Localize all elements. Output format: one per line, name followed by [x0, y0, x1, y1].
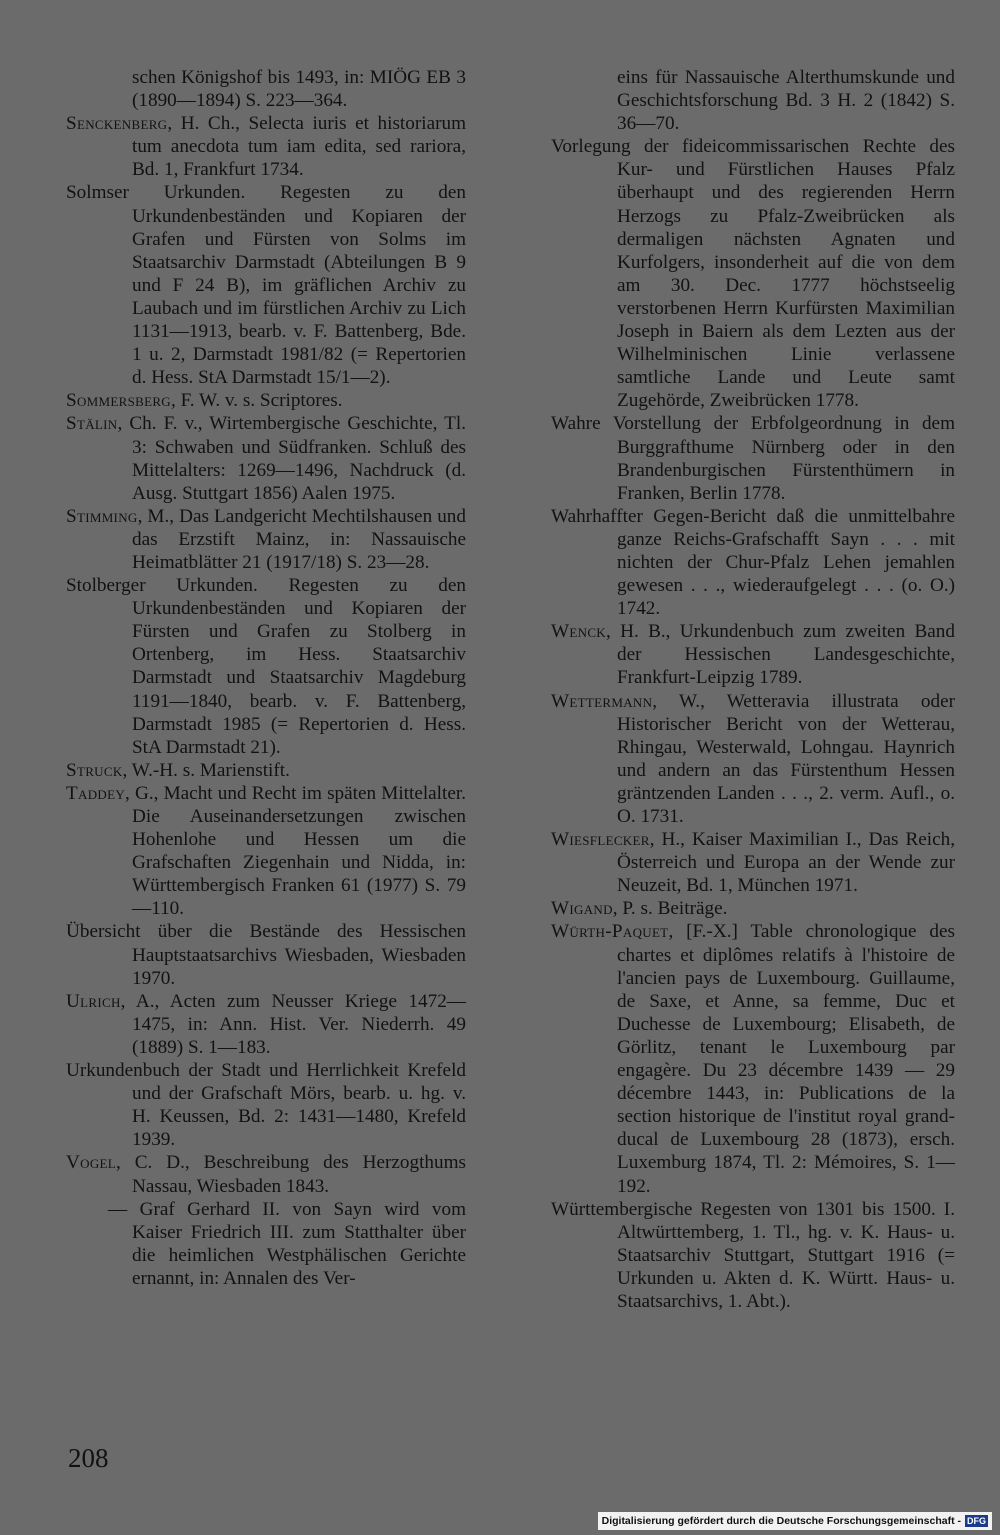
entry-author: Wiesflecker — [551, 829, 650, 851]
entry-author: Taddey — [66, 782, 126, 804]
bibliography-entry — [66, 181, 466, 389]
entry-text: , H. Ch., Selecta iuris et historiarum tum anecdota tum iam edita, sed rariora, Bd. 1, Frankfurt 1734. — [132, 113, 466, 181]
bibliography-entry — [551, 620, 955, 689]
bibliography-entry — [66, 112, 466, 181]
bibliography-entry — [66, 782, 466, 921]
bibliography-entry — [66, 990, 466, 1059]
entry-text: Vorlegung der fideicommissarischen Rechte des Kur- und Fürstlichen Hauses Pfalz überhaupt und des regierenden Herrn Herzogs zu Pfalz-Zweibrücken als dermaligen nächsten Agnaten und Kurfolgers, insonderheit auf die von dem am 30. Dec. 1777 höchstseelig verstorbenen Herrn Kurfürsten Maximilian Joseph in Baiern als dem Lezten aus der Wilhelminischen Linie verlassene samtliche Lande und Leute samt Zugehörde, Zweibrücken 1778. — [551, 136, 955, 412]
entry-author: Senckenberg — [66, 113, 168, 135]
digitization-footer — [598, 1512, 992, 1530]
bibliography-entry — [66, 1151, 466, 1197]
entry-author: Stimming — [66, 505, 138, 527]
entry-text: , A., Acten zum Neusser Kriege 1472—1475, in: Ann. Hist. Ver. Niederrh. 49 (1889) S. 1—183. — [120, 990, 466, 1058]
entry-text: , F. W. v. s. Scriptores. — [171, 390, 343, 412]
entry-author: Sommersberg — [66, 390, 171, 412]
entry-text: , P. s. Beiträge. — [612, 898, 728, 920]
entry-author: Würth-Paquet — [551, 921, 669, 943]
bibliography-entry — [66, 66, 466, 112]
bibliography-entry — [66, 920, 466, 989]
bibliography-entry — [551, 66, 955, 135]
bibliography-entry — [551, 1198, 955, 1313]
entry-author: Wettermann — [551, 690, 653, 712]
entry-text: , Ch. F. v., Wirtembergische Geschichte, Tl. 3: Schwaben und Südfranken. Schluß des Mittelalters: 1269—1496, Nachdruck (d. Ausg. Stuttgart 1856) Aalen 1975. — [117, 413, 466, 504]
page-number: 208 — [68, 1443, 109, 1473]
right-column — [551, 66, 955, 1313]
bibliography-entry — [66, 1198, 466, 1290]
entry-text: eins für Nassauische Alterthumskunde und Geschichtsforschung Bd. 3 H. 2 (1842) S. 36—70. — [617, 67, 955, 135]
entry-text: , W., Wetteravia illustrata oder Historischer Bericht von der Wetterau, Rhingau, Westerwald, Lohngau. Haynrich und andern an das Fürstenthum Hessen gräntzenden Landen . . ., 2. verm. Aufl., o. O. 1731. — [617, 690, 955, 827]
bibliography-entry — [66, 505, 466, 574]
bibliography-entry — [66, 574, 466, 759]
entry-text: Wahrhaffter Gegen-Bericht daß die unmittelbahre ganze Reichs-Grafschafft Sayn . . . mit nichten der Chur-Pfalz Lehen jemahlen gewesen . . ., wiederaufgelegt . . . (o. O.) 1742. — [551, 505, 955, 620]
entry-text: , C. D., Beschreibung des Herzogthums Nassau, Wiesbaden 1843. — [116, 1152, 466, 1197]
bibliography-entry — [66, 759, 466, 782]
entry-text: , H. B., Urkundenbuch zum zweiten Band der Hessischen Landesgeschichte, Frankfurt-Leipzig 1789. — [606, 621, 955, 689]
bibliography-entry — [551, 897, 955, 920]
entry-text: Württembergische Regesten von 1301 bis 1500. I. Altwürttemberg, 1. Tl., hg. v. K. Haus- u. Staatsarchiv Stuttgart, Stuttgart 1916 (= Urkunden u. Akten d. K. Württ. Haus- u. Staatsarchivs, 1. Abt.). — [551, 1198, 955, 1312]
entry-author: Stälin — [66, 413, 118, 435]
bibliography-entry — [66, 389, 466, 412]
bibliography-entry — [551, 135, 955, 412]
bibliography-entry — [66, 412, 466, 504]
entry-text: , [F.-X.] Table chronologique des chartes et diplômes relatifs à l'histoire de l'ancien pays de Luxembourg. Guillaume, de Saxe, et Anne, sa femme, Duc et Duchesse de Luxembourg; Elisabeth, de Görlitz, tenant le Luxembourg par engagère. Du 23 décembre 1439 — 29 décembre 1443, in: Publications de la section historique de l'institut royal grand-ducal de Luxembourg 28 (1873), ersch. Luxemburg 1874, Tl. 2: Mémoires, S. 1—192. — [617, 921, 955, 1197]
entry-text: , H., Kaiser Maximilian I., Das Reich, Österreich und Europa an der Wende zur Neuzeit, Bd. 1, München 1971. — [617, 829, 955, 897]
entry-text: Urkundenbuch der Stadt und Herrlichkeit Krefeld und der Grafschaft Mörs, bearb. u. hg. v. H. Keussen, Bd. 2: 1431—1480, Krefeld 1939. — [66, 1060, 466, 1151]
entry-text: schen Königshof bis 1493, in: MIÖG EB 3 (1890—1894) S. 223—364. — [132, 67, 466, 112]
entry-text: , W.-H. s. Marienstift. — [122, 759, 290, 781]
entry-text: , M., Das Landgericht Mechtilshausen und das Erzstift Mainz, in: Nassauische Heimatblätter 21 (1917/18) S. 23—28. — [132, 505, 466, 573]
entry-text: Stolberger Urkunden. Regesten zu den Urkundenbeständen und Kopiaren der Fürsten und Grafen zu Stolberg in Ortenberg, im Hess. Staatsarchiv Darmstadt und Staatsarchiv Magdeburg 1191—1840, bearb. v. F. Battenberg, Darmstadt 1985 (= Repertorien d. Hess. StA Darmstadt 21). — [66, 575, 466, 758]
entry-author: Wenck — [551, 621, 606, 643]
entry-text: , G., Macht und Recht im späten Mittelalter. Die Auseinandersetzungen zwischen Hohenlohe und Hessen um die Grafschaften Ziegenhain und Nidda, in: Württembergisch Franken 61 (1977) S. 79—110. — [125, 782, 466, 920]
entry-text: — Graf Gerhard II. von Sayn wird vom Kaiser Friedrich III. zum Statthalter über die heimlichen Westphälischen Gerichte ernannt, in: Annalen des Ver- — [108, 1198, 466, 1289]
entry-author: Ulrich — [66, 990, 121, 1012]
bibliography-entry — [551, 690, 955, 829]
bibliography-entry — [66, 1059, 466, 1151]
entry-author: Vogel — [66, 1152, 117, 1174]
entry-text: Wahre Vorstellung der Erbfolgeordnung in dem Burggrafthume Nürnberg oder in den Brandenburgischen Fürstenthümern in Franken, Berlin 1778. — [551, 413, 955, 504]
entry-text: Übersicht über die Bestände des Hessischen Hauptstaatsarchivs Wiesbaden, Wiesbaden 1970. — [66, 921, 466, 989]
bibliography-entry — [551, 412, 955, 504]
entry-author: Wigand — [551, 898, 613, 920]
bibliography-entry — [551, 920, 955, 1197]
left-column — [66, 66, 466, 1290]
bibliography-entry — [551, 828, 955, 897]
footer-text: Digitalisierung gefördert durch die Deutsche Forschungsgemeinschaft - — [601, 1515, 961, 1527]
dfg-logo-icon: DFG — [967, 1516, 986, 1526]
entry-author: Struck — [66, 759, 123, 781]
entry-text: Solmser Urkunden. Regesten zu den Urkundenbeständen und Kopiaren der Grafen und Fürsten von Solms im Staatsarchiv Darmstadt (Abteilungen B 9 und F 24 B), im gräflichen Archiv zu Laubach und im fürstlichen Archiv zu Lich 1131—1913, bearb. v. F. Battenberg, Bde. 1 u. 2, Darmstadt 1981/82 (= Repertorien d. Hess. StA Darmstadt 15/1—2). — [66, 182, 466, 389]
bibliography-entry — [551, 505, 955, 620]
